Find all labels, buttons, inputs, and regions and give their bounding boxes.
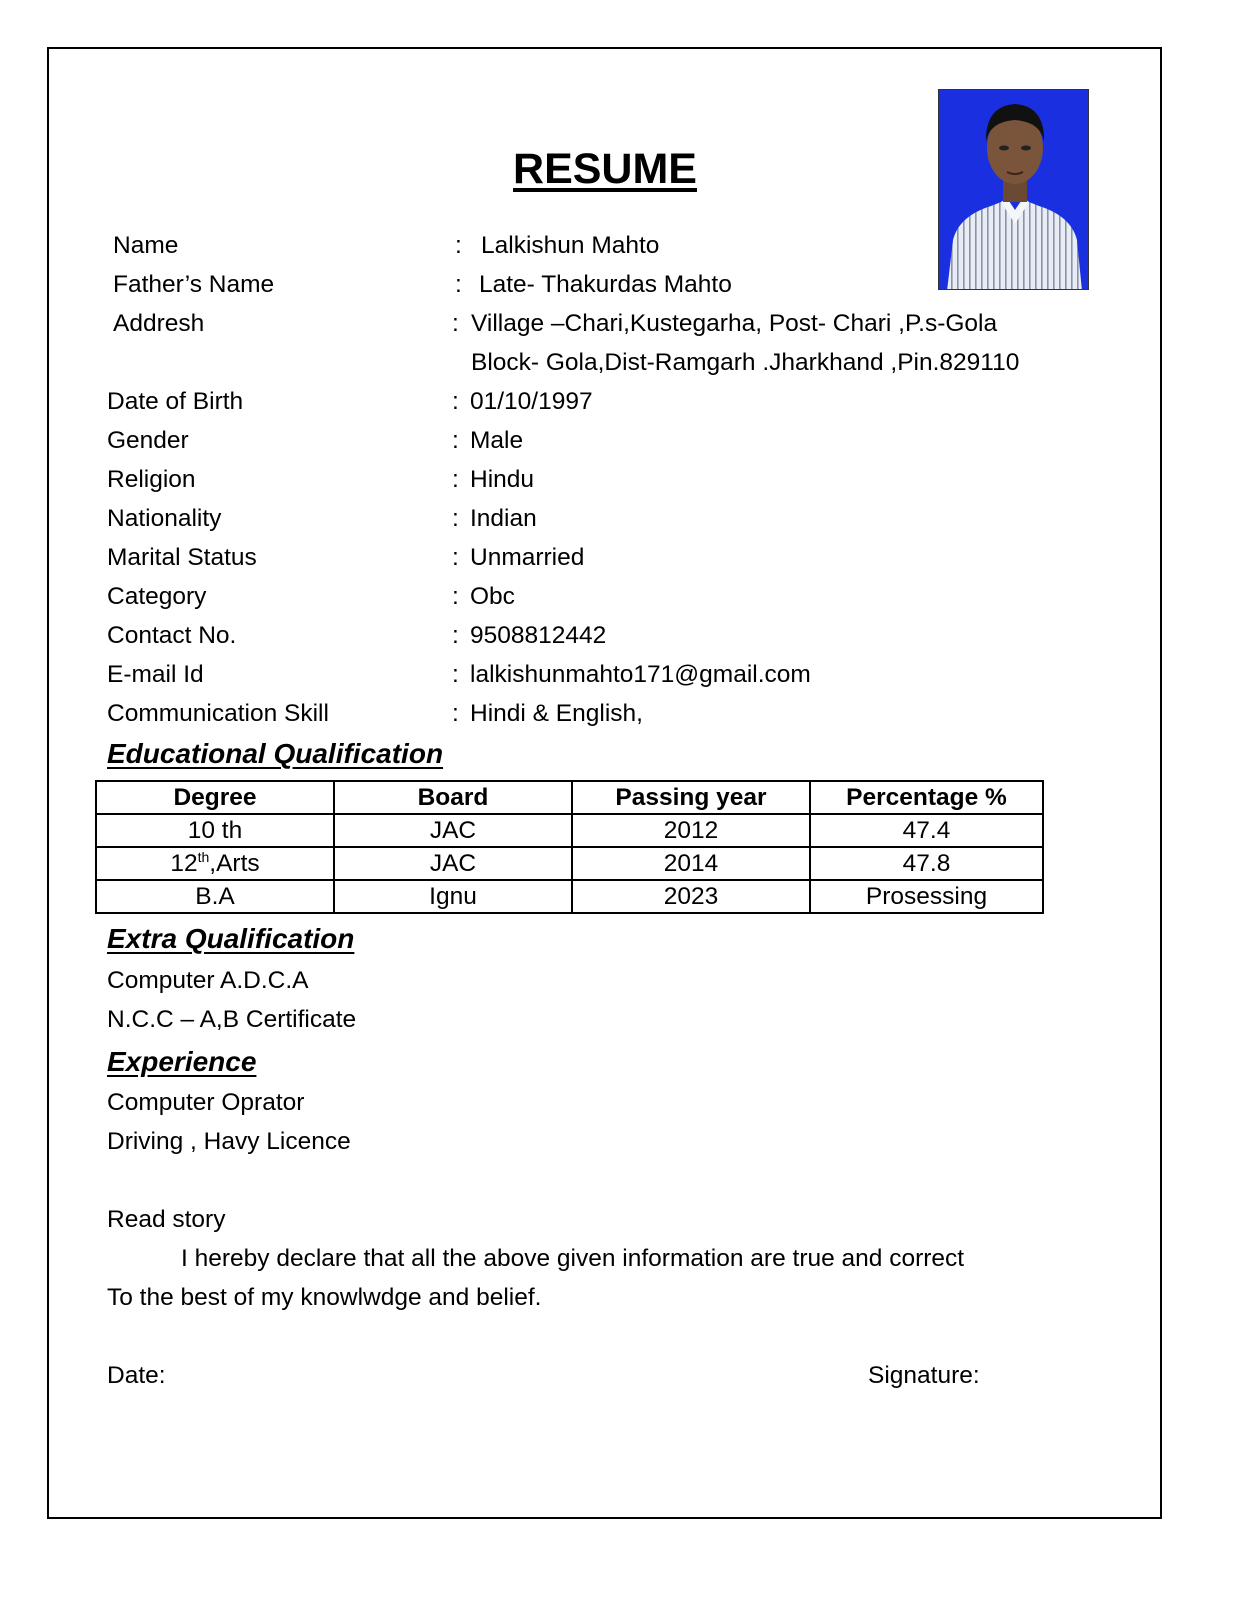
column-header-degree: Degree (96, 781, 334, 814)
education-table (95, 780, 1044, 914)
detail-colon: : (452, 622, 459, 649)
detail-label: Religion (107, 466, 196, 493)
extra-item: N.C.C – A,B Certificate (107, 1006, 357, 1033)
table-row (96, 880, 1043, 913)
detail-label: Marital Status (107, 544, 257, 571)
detail-label: Date of Birth (107, 388, 244, 415)
detail-colon: : (455, 232, 462, 259)
detail-value: Obc (470, 583, 515, 610)
declaration-line: To the best of my knowlwdge and belief. (107, 1284, 542, 1311)
detail-value: Lalkishun Mahto (481, 232, 660, 259)
column-header-percentage: Percentage % (810, 781, 1043, 814)
detail-value: Block- Gola,Dist-Ramgarh .Jharkhand ,Pin.829110 (471, 349, 1020, 376)
detail-colon: : (452, 700, 459, 727)
degree-suffix: ,Arts (209, 849, 260, 877)
detail-value: Late- Thakurdas Mahto (479, 271, 732, 298)
detail-value: 01/10/1997 (470, 388, 593, 415)
experience-heading: Experience (107, 1046, 257, 1077)
detail-label: Communication Skill (107, 700, 329, 727)
cell-degree: 10 th (96, 814, 334, 847)
detail-label: Addresh (113, 310, 205, 337)
table-header-row (96, 781, 1043, 814)
table-row (96, 814, 1043, 847)
detail-value: Hindi & English, (470, 700, 643, 727)
cell-year: 2023 (572, 880, 810, 913)
declaration-line: I hereby declare that all the above given information are true and correct (181, 1245, 965, 1272)
degree-text: 12 (170, 849, 198, 877)
degree-superscript: th (197, 848, 210, 865)
detail-label: Nationality (107, 505, 222, 532)
cell-percentage: 47.8 (810, 847, 1043, 880)
detail-colon: : (455, 271, 462, 298)
detail-label: Category (107, 583, 207, 610)
detail-value: 9508812442 (470, 622, 607, 649)
column-header-passing-year: Passing year (572, 781, 810, 814)
page-title: RESUME (513, 145, 697, 193)
detail-value: Unmarried (470, 544, 585, 571)
date-label: Date: (107, 1362, 166, 1389)
extra-qualification-heading: Extra Qualification (107, 923, 355, 954)
cell-board: JAC (334, 847, 572, 880)
cell-degree (96, 847, 334, 880)
cell-percentage: 47.4 (810, 814, 1043, 847)
detail-label: Contact No. (107, 622, 237, 649)
extra-item: Computer A.D.C.A (107, 967, 309, 994)
detail-colon: : (452, 310, 459, 337)
detail-label: E-mail Id (107, 661, 204, 688)
detail-label: Gender (107, 427, 189, 454)
detail-value: Indian (470, 505, 537, 532)
detail-colon: : (452, 583, 459, 610)
detail-colon: : (452, 466, 459, 493)
education-heading: Educational Qualification (107, 738, 444, 769)
detail-colon: : (452, 388, 459, 415)
detail-value: Hindu (470, 466, 535, 493)
detail-colon: : (452, 505, 459, 532)
experience-item: Computer Oprator (107, 1089, 305, 1116)
detail-colon: : (452, 427, 459, 454)
experience-item: Driving , Havy Licence (107, 1128, 351, 1155)
cell-board: Ignu (334, 880, 572, 913)
cell-year: 2014 (572, 847, 810, 880)
cell-degree: B.A (96, 880, 334, 913)
table-row (96, 847, 1043, 880)
detail-label: Name (113, 232, 179, 259)
cell-board: JAC (334, 814, 572, 847)
detail-label: Father’s Name (113, 271, 275, 298)
declaration-heading: Read story (107, 1206, 226, 1233)
column-header-board: Board (334, 781, 572, 814)
detail-colon: : (452, 661, 459, 688)
detail-value: lalkishunmahto171@gmail.com (470, 661, 811, 688)
cell-percentage: Prosessing (810, 880, 1043, 913)
signature-label: Signature: (868, 1362, 980, 1389)
detail-colon: : (452, 544, 459, 571)
detail-value: Male (470, 427, 524, 454)
cell-year: 2012 (572, 814, 810, 847)
detail-value: Village –Chari,Kustegarha, Post- Chari ,P.s-Gola (471, 310, 998, 337)
